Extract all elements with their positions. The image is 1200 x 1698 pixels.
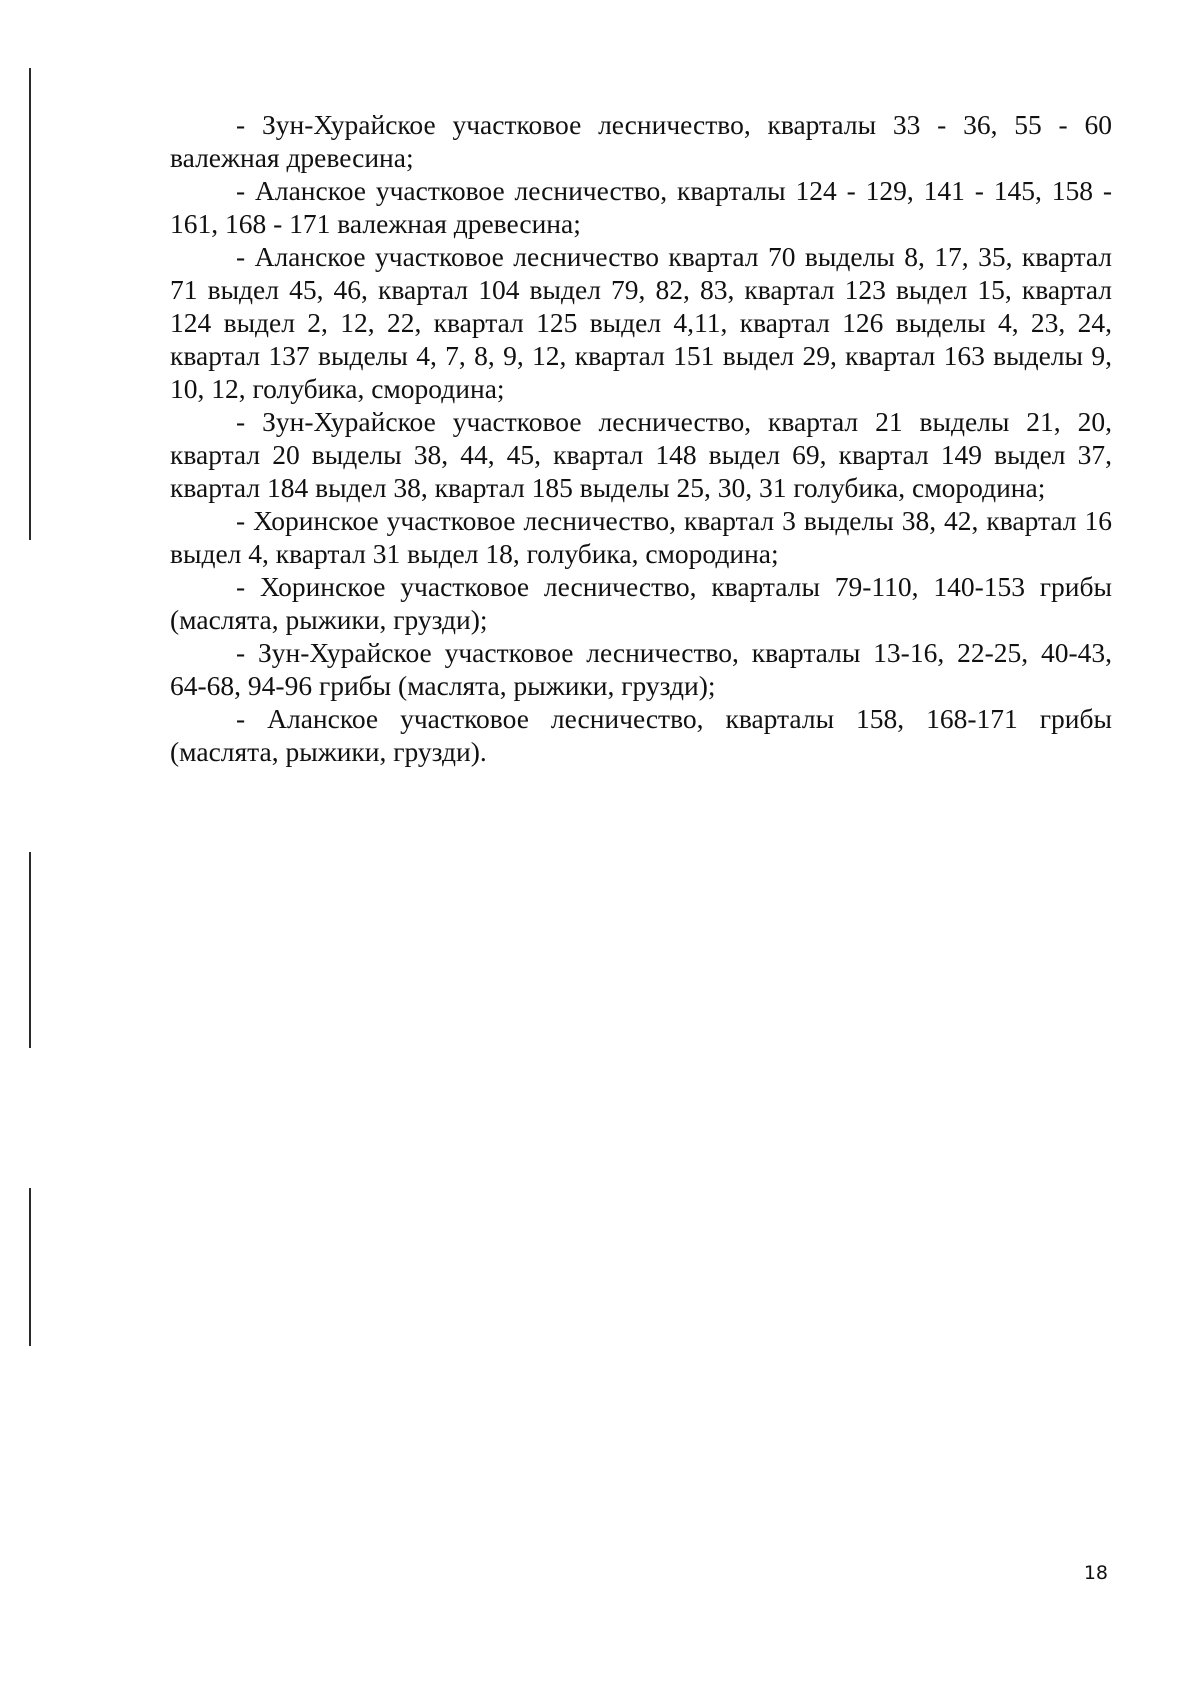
page-number: 18 xyxy=(1083,1562,1108,1584)
list-item-paragraph: - Зун-Хурайское участковое лесничество, кварталы 33 - 36, 55 - 60 валежная древесина; xyxy=(170,109,1112,173)
scan-edge-line xyxy=(29,68,31,540)
list-item-paragraph: - Зун-Хурайское участковое лесничество, квартал 21 выделы 21, 20, квартал 20 выделы 38, 44, 45, квартал 148 выдел 69, квартал 149 выдел 37, квартал 184 выдел 38, квартал 185 выделы 25, 30, 31 голубика, смородина; xyxy=(170,406,1112,503)
list-item-paragraph: - Зун-Хурайское участковое лесничество, кварталы 13-16, 22-25, 40-43, 64-68, 94-96 грибы (маслята, рыжики, грузди); xyxy=(170,637,1112,701)
list-item-paragraph: - Хоринское участковое лесничество, квартал 3 выделы 38, 42, квартал 16 выдел 4, квартал 31 выдел 18, голубика, смородина; xyxy=(170,505,1112,569)
list-item-paragraph: - Аланское участковое лесничество квартал 70 выделы 8, 17, 35, квартал 71 выдел 45, 46, квартал 104 выдел 79, 82, 83, квартал 123 выдел 15, квартал 124 выдел 2, 12, 22, квартал 125 выдел 4,11, квартал 126 выделы 4, 23, 24, квартал 137 выделы 4, 7, 8, 9, 12, квартал 151 выдел 29, квартал 163 выделы 9, 10, 12, голубика, смородина; xyxy=(170,241,1112,404)
list-item-paragraph: - Аланское участковое лесничество, кварталы 124 - 129, 141 - 145, 158 - 161, 168 - 171 валежная древесина; xyxy=(170,175,1112,239)
scan-edge-line xyxy=(29,1188,31,1346)
list-item-paragraph: - Аланское участковое лесничество, кварталы 158, 168-171 грибы (маслята, рыжики, грузди). xyxy=(170,703,1112,767)
scan-edge-line xyxy=(29,852,31,1048)
list-item-paragraph: - Хоринское участковое лесничество, кварталы 79-110, 140-153 грибы (маслята, рыжики, грузди); xyxy=(170,571,1112,635)
document-body xyxy=(170,108,1112,768)
